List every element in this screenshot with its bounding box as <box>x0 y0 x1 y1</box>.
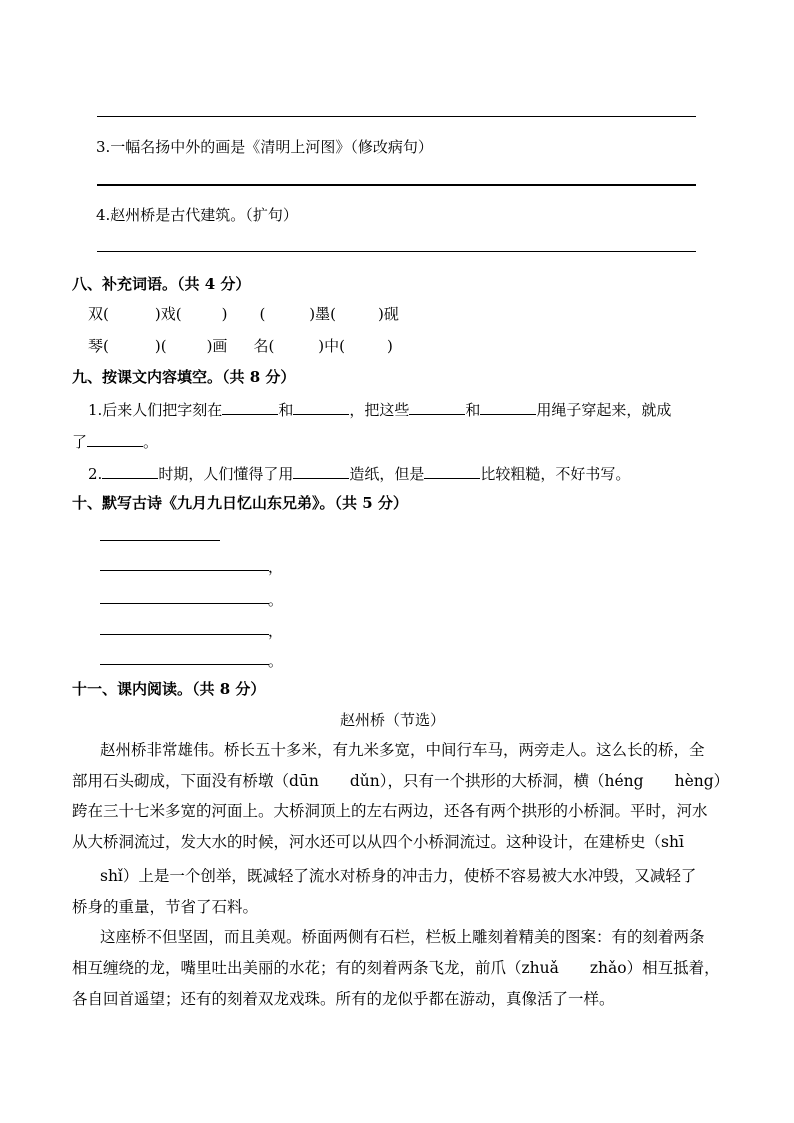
text: 用绳子穿起来，就成 <box>536 401 672 419</box>
poem-line-1[interactable] <box>100 570 269 571</box>
word-fill-row-2 <box>88 337 393 355</box>
word-4-part: )( <box>154 337 167 355</box>
passage-line: 从大桥洞流过，发大水的时候，河水还可以从四个小桥洞流过。这种设计，在建桥史（shī <box>72 833 684 851</box>
answer-line-q4[interactable] <box>97 251 696 252</box>
poem-line-4[interactable] <box>100 664 269 665</box>
passage-line: 这座桥不但坚固，而且美观。桥面两侧有石栏，栏板上雕刻着精美的图案：有的刻着两条 <box>100 928 705 946</box>
poem-punct: 。 <box>268 652 284 670</box>
passage-title: 赵州桥（节选） <box>340 711 446 729</box>
passage-line: 各自回首遥望；还有的刻着双龙戏珠。所有的龙似乎都在游动，真像活了一样。 <box>72 990 615 1008</box>
text: 和 <box>278 401 294 419</box>
blank[interactable] <box>293 464 349 479</box>
section-8-title: 八、补充词语。（共 4 分） <box>72 275 251 293</box>
poem-title-line[interactable] <box>100 540 220 541</box>
poem-punct: 。 <box>268 591 284 609</box>
text: 时期，人们懂得了用 <box>158 465 294 483</box>
answer-line-q2[interactable] <box>97 116 696 117</box>
word-3-part: ( <box>259 305 266 323</box>
passage-line: 赵州桥非常雄伟。桥长五十多米，有九米多宽，中间行车马，两旁走人。这么长的桥，全 <box>100 741 705 759</box>
blank[interactable] <box>293 400 349 415</box>
blank[interactable] <box>102 464 158 479</box>
question-7-3: 3.一幅名扬中外的画是《清明上河图》（修改病句） <box>96 138 433 156</box>
word-4-part: )画 <box>206 337 228 355</box>
fill-question-1 <box>88 400 671 419</box>
section-11-title: 十一、课内阅读。（共 8 分） <box>72 680 266 698</box>
blank[interactable] <box>222 400 278 415</box>
text: 了 <box>72 433 88 451</box>
text: 造纸，但是 <box>349 465 425 483</box>
passage-line: 跨在三十七米多宽的河面上。大桥洞顶上的左右两边，还各有两个拱形的小桥洞。平时，河水 <box>72 802 708 820</box>
word-1-part: )戏( <box>154 305 182 323</box>
word-5-part: 名( <box>253 337 275 355</box>
text: ，把这些 <box>349 401 410 419</box>
poem-punct: ， <box>268 622 284 640</box>
poem-line-2[interactable] <box>100 603 269 604</box>
blank[interactable] <box>424 464 480 479</box>
passage-line: 部用石头砌成，下面没有桥墩（dūn dǔn），只有一个拱形的大桥洞，横（héng hèng） <box>72 772 730 790</box>
text: 和 <box>465 401 481 419</box>
word-3-part: )墨( <box>309 305 337 323</box>
section-10-title: 十、默写古诗《九月九日忆山东兄弟》。（共 5 分） <box>72 494 408 512</box>
word-fill-row-1 <box>88 305 399 323</box>
word-5-part: ) <box>387 337 393 355</box>
text: 1.后来人们把字刻在 <box>88 401 223 419</box>
blank[interactable] <box>480 400 536 415</box>
fill-question-1-cont <box>72 432 158 451</box>
poem-punct: ， <box>268 558 284 576</box>
blank[interactable] <box>409 400 465 415</box>
answer-line-q3[interactable] <box>97 184 696 186</box>
word-2-part: ) <box>221 305 228 323</box>
word-1-part: 双( <box>88 305 109 323</box>
fill-question-2 <box>88 464 630 483</box>
word-4-part: 琴( <box>88 337 109 355</box>
word-3-part: )砚 <box>378 305 399 323</box>
poem-line-3[interactable] <box>100 634 269 635</box>
blank[interactable] <box>87 432 143 447</box>
passage-line: 相互缠绕的龙，嘴里吐出美丽的水花；有的刻着两条飞龙，前爪（zhuǎ zhǎo）相互抵着， <box>72 959 720 977</box>
text: 。 <box>143 433 159 451</box>
section-9-title: 九、按课文内容填空。（共 8 分） <box>72 368 296 386</box>
word-5-part: )中( <box>318 337 346 355</box>
passage-line: 桥身的重量，节省了石料。 <box>72 898 259 916</box>
text: 2. <box>88 465 103 483</box>
question-7-4: 4.赵州桥是古代建筑。（扩句） <box>96 206 298 224</box>
passage-line: shǐ）上是一个创举，既减轻了流水对桥身的冲击力，使桥不容易被大水冲毁，又减轻了 <box>100 867 697 885</box>
text: 比较粗糙，不好书写。 <box>480 465 631 483</box>
